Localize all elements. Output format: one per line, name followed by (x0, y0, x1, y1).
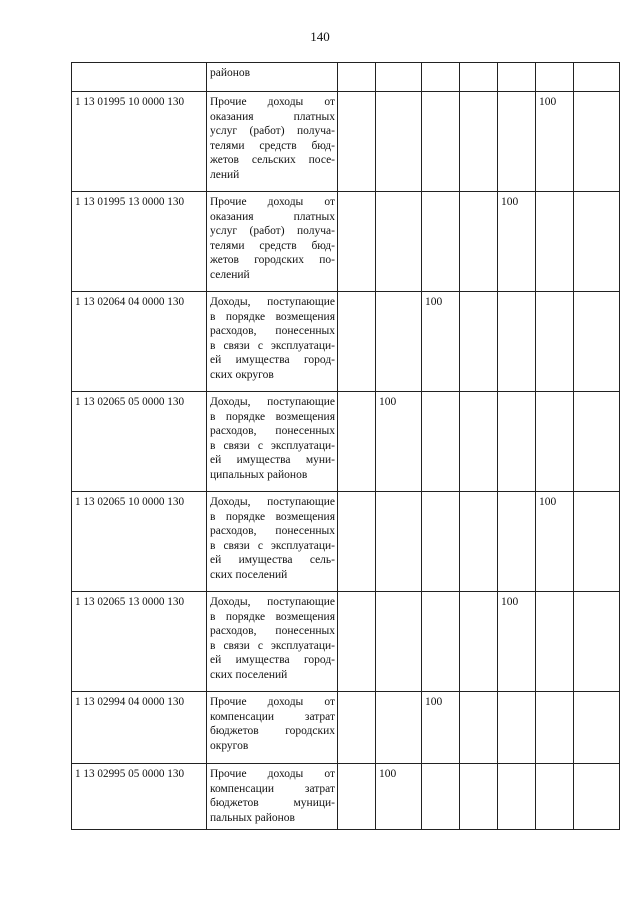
revenue-name-cell (207, 292, 338, 392)
revenue-name-line: услуг (работ) получа- (210, 125, 335, 138)
revenue-name-line: компенсации затрат (210, 710, 335, 723)
revenue-name-line: ципальных районов (210, 468, 308, 481)
table-row (72, 292, 620, 392)
table-row (72, 192, 620, 292)
norm-value-cell: 100 (376, 392, 422, 492)
revenue-name-line: в связи с эксплуатаци- (210, 439, 335, 452)
norm-value-cell (574, 692, 620, 764)
revenue-name-cell (207, 63, 338, 92)
norm-value-cell (376, 192, 422, 292)
table-row (72, 492, 620, 592)
norm-value-cell (376, 63, 422, 92)
norm-value-cell: 100 (422, 692, 460, 764)
revenue-name-line: Прочие доходы от (210, 696, 335, 708)
budget-code-cell: 1 13 01995 13 0000 130 (72, 192, 207, 292)
norm-value-cell (338, 63, 376, 92)
revenue-name-line: услуг (работ) получа- (210, 225, 335, 238)
page-number: 140 (310, 29, 330, 44)
budget-code-cell: 1 13 01995 10 0000 130 (72, 92, 207, 192)
norm-value-cell (338, 764, 376, 830)
revenue-name-line: Доходы, поступающие (210, 496, 335, 508)
norm-value-cell (460, 92, 498, 192)
norm-value-cell (460, 292, 498, 392)
norm-value-cell (574, 63, 620, 92)
norm-value-cell (460, 63, 498, 92)
norm-value-cell: 100 (498, 592, 536, 692)
budget-code-cell: 1 13 02995 05 0000 130 (72, 764, 207, 830)
norm-value-cell (376, 592, 422, 692)
norm-value-cell (422, 492, 460, 592)
revenue-name-line: ских поселений (210, 668, 288, 681)
revenue-name-line: Доходы, поступающие (210, 596, 335, 608)
revenue-table (71, 62, 620, 830)
revenue-name-line: селений (210, 268, 250, 281)
table-row (72, 592, 620, 692)
norm-value-cell (574, 192, 620, 292)
norm-value-cell (498, 392, 536, 492)
revenue-name-line: бюджетов муници- (210, 797, 335, 810)
budget-code-cell: 1 13 02064 04 0000 130 (72, 292, 207, 392)
norm-value-cell (376, 692, 422, 764)
revenue-name-line: ей имущества сель- (210, 554, 335, 567)
norm-value-cell (536, 292, 574, 392)
table-row (72, 392, 620, 492)
norm-value-cell (536, 764, 574, 830)
revenue-name-line: в связи с эксплуатаци- (210, 339, 335, 352)
norm-value-cell (498, 63, 536, 92)
norm-value-cell (536, 192, 574, 292)
norm-value-cell (338, 692, 376, 764)
table-row (72, 692, 620, 764)
norm-value-cell (574, 764, 620, 830)
revenue-name-cell (207, 692, 338, 764)
revenue-name-line: лений (210, 168, 240, 181)
norm-value-cell (460, 592, 498, 692)
revenue-name-line: округов (210, 739, 249, 752)
revenue-name-cell (207, 192, 338, 292)
revenue-name-line: в порядке возмещения (210, 510, 335, 523)
norm-value-cell (574, 92, 620, 192)
norm-value-cell (574, 592, 620, 692)
revenue-name-line: районов (210, 67, 251, 79)
revenue-name-line: жетов городских по- (210, 254, 335, 267)
norm-value-cell (498, 764, 536, 830)
revenue-name-line: компенсации затрат (210, 782, 335, 795)
norm-value-cell (376, 292, 422, 392)
revenue-name-line: телями средств бюд- (210, 139, 335, 152)
norm-value-cell (338, 392, 376, 492)
norm-value-cell (460, 692, 498, 764)
norm-value-cell (460, 392, 498, 492)
revenue-name-line: ей имущества город- (210, 354, 335, 367)
norm-value-cell (536, 592, 574, 692)
norm-value-cell (338, 292, 376, 392)
budget-code-cell: 1 13 02065 10 0000 130 (72, 492, 207, 592)
revenue-name-cell (207, 492, 338, 592)
norm-value-cell: 100 (376, 764, 422, 830)
revenue-name-cell (207, 764, 338, 830)
norm-value-cell (460, 192, 498, 292)
revenue-name-cell (207, 592, 338, 692)
norm-value-cell (422, 63, 460, 92)
revenue-name-line: Доходы, поступающие (210, 296, 335, 308)
norm-value-cell (536, 692, 574, 764)
norm-value-cell (338, 492, 376, 592)
table-row (72, 764, 620, 830)
norm-value-cell (574, 292, 620, 392)
norm-value-cell (498, 692, 536, 764)
revenue-name-line: Прочие доходы от (210, 196, 335, 208)
revenue-name-line: бюджетов городских (210, 725, 335, 738)
norm-value-cell (536, 392, 574, 492)
revenue-name-line: в порядке возмещения (210, 610, 335, 623)
norm-value-cell (338, 592, 376, 692)
norm-value-cell (574, 392, 620, 492)
norm-value-cell (422, 592, 460, 692)
norm-value-cell (338, 192, 376, 292)
revenue-name-cell (207, 392, 338, 492)
norm-value-cell (422, 192, 460, 292)
norm-value-cell (498, 92, 536, 192)
revenue-name-line: в связи с эксплуатаци- (210, 639, 335, 652)
budget-code-cell: 1 13 02994 04 0000 130 (72, 692, 207, 764)
norm-value-cell: 100 (536, 92, 574, 192)
revenue-name-line: ей имущества муни- (210, 454, 335, 467)
norm-value-cell (536, 63, 574, 92)
norm-value-cell (460, 492, 498, 592)
revenue-name-line: Прочие доходы от (210, 768, 335, 780)
revenue-name-line: жетов сельских посе- (210, 154, 335, 167)
norm-value-cell (498, 492, 536, 592)
norm-value-cell: 100 (536, 492, 574, 592)
revenue-name-line: Доходы, поступающие (210, 396, 335, 408)
norm-value-cell: 100 (422, 292, 460, 392)
table-body (72, 63, 620, 830)
revenue-name-line: в порядке возмещения (210, 310, 335, 323)
table-row (72, 92, 620, 192)
norm-value-cell (422, 92, 460, 192)
norm-value-cell: 100 (498, 192, 536, 292)
revenue-name-line: в связи с эксплуатаци- (210, 539, 335, 552)
revenue-name-line: расходов, понесенных (210, 325, 335, 338)
revenue-name-line: оказания платных (210, 210, 335, 223)
revenue-name-line: Прочие доходы от (210, 96, 335, 108)
revenue-name-line: телями средств бюд- (210, 239, 335, 252)
revenue-name-cell (207, 92, 338, 192)
norm-value-cell (422, 392, 460, 492)
revenue-name-line: в порядке возмещения (210, 410, 335, 423)
table-row (72, 63, 620, 92)
norm-value-cell (574, 492, 620, 592)
budget-code-cell: 1 13 02065 05 0000 130 (72, 392, 207, 492)
revenue-name-line: ских поселений (210, 568, 288, 581)
norm-value-cell (376, 92, 422, 192)
norm-value-cell (460, 764, 498, 830)
revenue-name-line: пальных районов (210, 811, 295, 824)
budget-code-cell (72, 63, 207, 92)
norm-value-cell (422, 764, 460, 830)
norm-value-cell (338, 92, 376, 192)
revenue-name-line: расходов, понесенных (210, 525, 335, 538)
revenue-name-line: расходов, понесенных (210, 625, 335, 638)
revenue-name-line: расходов, понесенных (210, 425, 335, 438)
revenue-name-line: ей имущества город- (210, 654, 335, 667)
revenue-name-line: оказания платных (210, 110, 335, 123)
budget-code-cell: 1 13 02065 13 0000 130 (72, 592, 207, 692)
norm-value-cell (376, 492, 422, 592)
norm-value-cell (498, 292, 536, 392)
revenue-name-line: ских округов (210, 368, 274, 381)
